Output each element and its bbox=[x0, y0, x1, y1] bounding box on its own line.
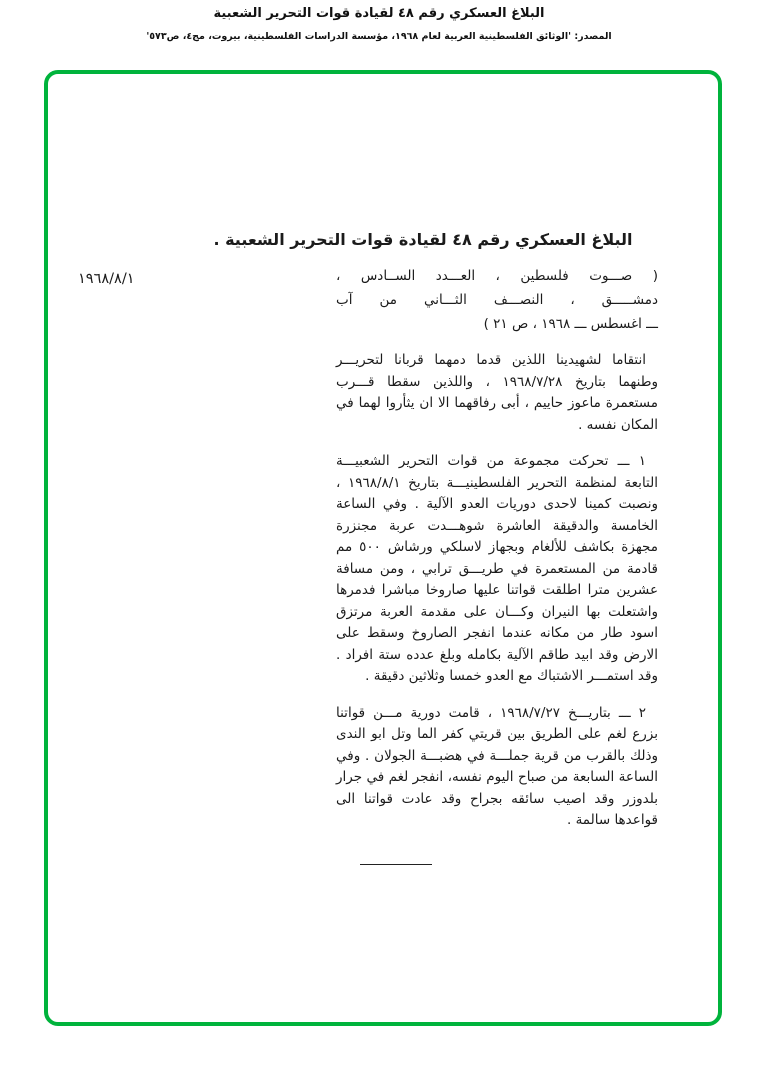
communique-title: البلاغ العسكري رقم ٤٨ لقيادة قوات التحرير الشعبية . bbox=[213, 230, 633, 249]
end-rule bbox=[360, 864, 432, 865]
document-frame bbox=[44, 70, 722, 1026]
citation-line: ( صـــوت فلسطين ، العـــدد الســادس ، bbox=[336, 268, 658, 284]
communique-date: ١٩٦٨/٨/١ bbox=[78, 271, 135, 287]
page-header-title: البلاغ العسكري رقم ٤٨ لقيادة قوات التحرير الشعبية bbox=[213, 6, 545, 21]
communique-body bbox=[336, 350, 658, 847]
publication-citation bbox=[336, 264, 658, 336]
citation-line: دمشـــــق ، النصـــف الثـــاني من آب bbox=[336, 292, 658, 308]
page-header-source: المصدر: 'الوثائق الفلسطينية العربية لعام ١٩٦٨، مؤسسة الدراسات الفلسطينية، بيروت، مج٤، ص٥٧٣' bbox=[146, 31, 612, 42]
operation-one-paragraph: ١ ـــ تحركت مجموعة من قوات التحرير الشعبيـــة التابعة لمنظمة التحرير الفلسطينيـــة بتاريخ ١٩٦٨/٨/١ ، ونصبت كمينا لاحدى دوريات العدو الآلية . وفي الساعة الخامسة والدقيقة العاشرة شوهـــدت عربة مجنزرة مجهزة بكاشف للألغام وبجهاز لاسلكي ورشاش ٥٠٠ مم قادمة من المستعمرة في طريـــق ترابي ، ومن مسافة عشرين مترا اطلقت قواتنا عليها صاروخا مباشرا فدمرها واشتعلت بها النيران وكـــان على مقدمة العربة مرتزق اسود طار من مكانه عندما انفجر الصاروخ وسقط على الارض وقد ابيد طاقم الآلية بكامله وبلغ عدده ستة افراد . وقد استمـــر الاشتباك مع العدو خمسا وثلاثين دقيقة . bbox=[336, 453, 658, 684]
operation-two-paragraph: ٢ ـــ بتاريـــخ ١٩٦٨/٧/٢٧ ، قامت دورية مـــن قواتنا بزرع لغم على الطريق بين قريتي كفر الما وتل ابو الندى وذلك بالقرب من قرية جملـــة في هضبـــة الجولان . وفي الساعة السابعة من صباح اليوم نفسه، انفجر لغم في جرار بلدوزر وقد اصيب سائقه بجراح وقد عادت قواتنا الى قواعدها سالمة . bbox=[336, 704, 658, 828]
citation-line: ـــ اغسطس ـــ ١٩٦٨ ، ص ٢١ ) bbox=[483, 316, 658, 332]
intro-paragraph: انتقاما لشهيدينا اللذين قدما دمهما قربانا لتحريـــر وطنهما بتاريخ ١٩٦٨/٧/٢٨ ، واللذين سقطا قـــرب مستعمرة ماعوز حاييم ، أبى رفاقهما الا ان يثأروا لهما في المكان نفسه . bbox=[336, 352, 658, 433]
